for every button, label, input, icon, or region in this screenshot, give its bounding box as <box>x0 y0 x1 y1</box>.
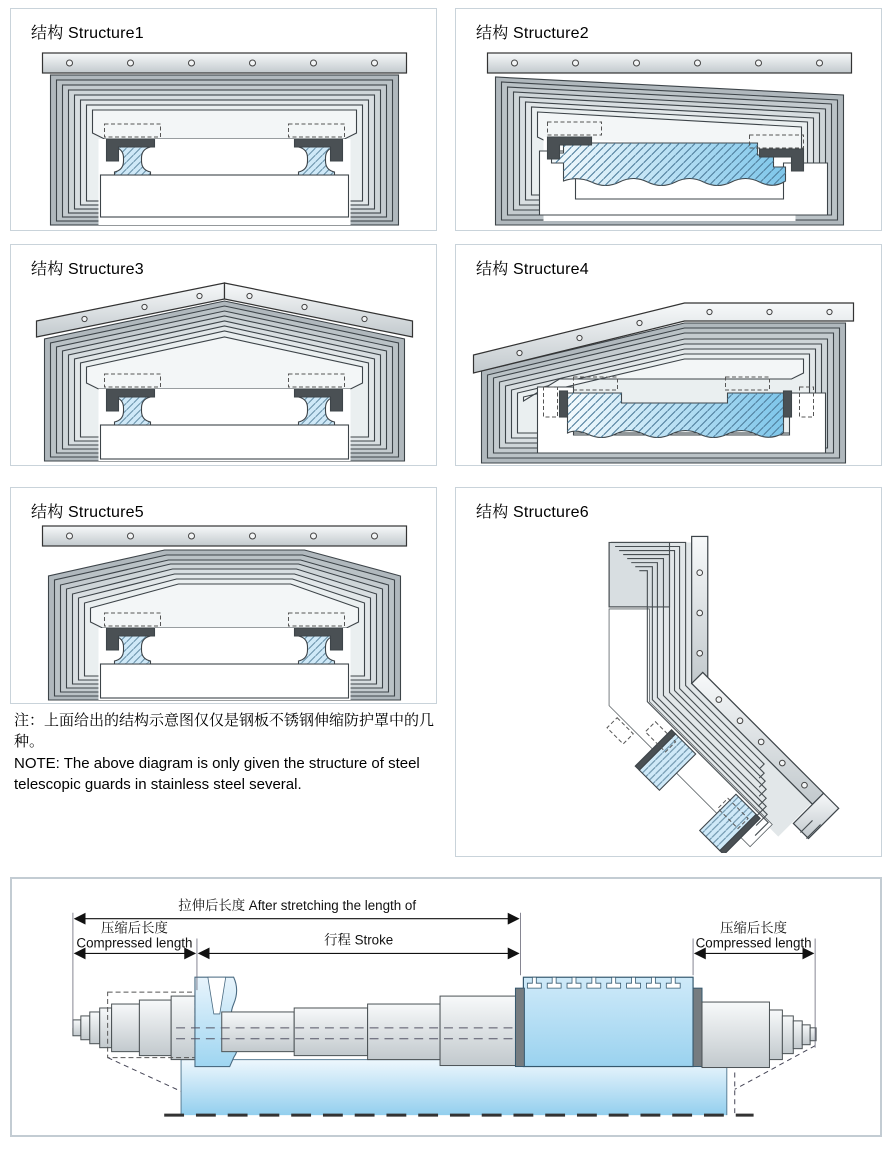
dimension-diagram <box>12 879 880 1135</box>
compressed-right-zh: 压缩后长度 <box>720 920 788 936</box>
structure1-title: 结构 Structure1 <box>31 25 144 42</box>
after-stretching-label: 拉伸后长度 After stretching the length of <box>178 897 417 913</box>
compressed-left-zh: 压缩后长度 <box>100 920 168 936</box>
structure5-panel <box>10 487 437 704</box>
structure1-panel <box>10 8 437 231</box>
saddle-block <box>523 977 693 1066</box>
structure4-diagram <box>458 275 881 467</box>
structure3-title: 结构 Structure3 <box>31 261 144 278</box>
structure2-panel <box>455 8 882 231</box>
structure1-diagram <box>13 43 436 229</box>
structure3-diagram <box>13 277 436 463</box>
compressed-right-en: Compressed length <box>695 935 812 951</box>
note-block <box>14 710 462 795</box>
structure2-diagram <box>458 43 881 229</box>
structure4-panel <box>455 244 882 466</box>
structure5-title: 结构 Structure5 <box>31 504 144 521</box>
structure2-title: 结构 Structure2 <box>476 25 589 42</box>
structure6-diagram <box>458 520 881 853</box>
structure6-title: 结构 Structure6 <box>476 504 589 521</box>
note-zh: 注：上面给出的结构示意图仅仅是钢板不锈钢伸缩防护罩中的几种。 <box>14 712 435 751</box>
structure4-title: 结构 Structure4 <box>476 261 589 278</box>
stroke-label: 行程 Stroke <box>324 932 394 948</box>
dimension-panel <box>10 877 882 1137</box>
structure5-diagram <box>13 516 436 702</box>
structure6-panel <box>455 487 882 857</box>
machine-bed <box>181 1060 727 1116</box>
compressed-left-en: Compressed length <box>76 935 193 951</box>
structure3-panel <box>10 244 437 466</box>
note-en: NOTE: The above diagram is only given the structure of steel telescopic guards in stainless steel several. <box>14 754 420 793</box>
